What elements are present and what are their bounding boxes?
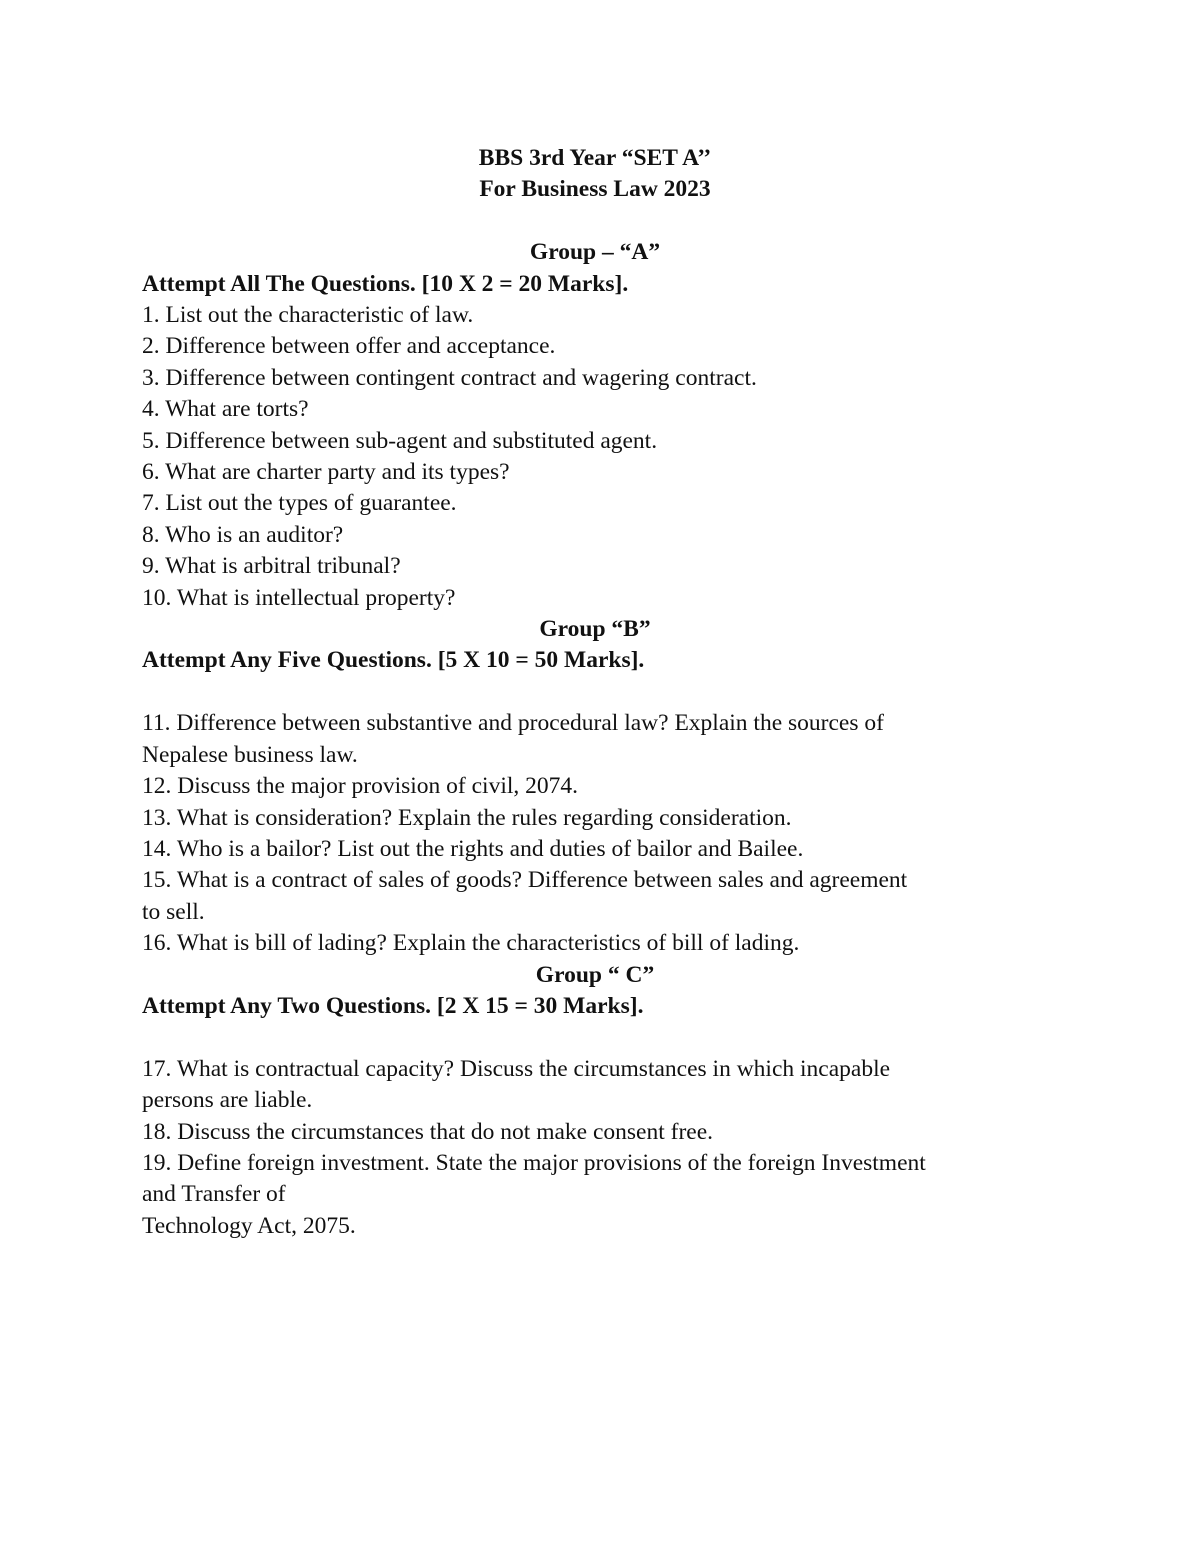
- paper-subtitle: For Business Law 2023: [479, 176, 711, 203]
- question-item: 8. Who is an auditor?: [142, 521, 344, 548]
- question-item-line: 14. Who is a bailor? List out the rights and duties of bailor and Bailee.: [142, 835, 804, 862]
- question-item-line: 11. Difference between substantive and procedural law? Explain the sources of: [142, 710, 884, 737]
- question-item-line: Nepalese business law.: [142, 741, 358, 768]
- question-item-line: persons are liable.: [142, 1087, 313, 1114]
- group-c-instruction: Attempt Any Two Questions. [2 X 15 = 30 Marks].: [142, 992, 644, 1019]
- group-a-instruction: Attempt All The Questions. [10 X 2 = 20 Marks].: [142, 270, 629, 297]
- spacer: [142, 1022, 1072, 1053]
- question-item: 2. Difference between offer and acceptance.: [142, 333, 556, 360]
- question-item-line: to sell.: [142, 898, 205, 925]
- group-a-heading: Group – “A”: [529, 239, 661, 266]
- question-item-line: and Transfer of: [142, 1181, 286, 1208]
- spacer: [142, 677, 1072, 708]
- question-item: 4. What are torts?: [142, 396, 309, 423]
- group-c-heading: Group “ C”: [535, 961, 655, 988]
- question-item-line: 12. Discuss the major provision of civil, 2074.: [142, 773, 579, 800]
- spacer: [142, 206, 1072, 237]
- question-item: 9. What is arbitral tribunal?: [142, 553, 401, 580]
- question-item-line: 15. What is a contract of sales of goods? Difference between sales and agreement: [142, 867, 908, 894]
- group-b-instruction: Attempt Any Five Questions. [5 X 10 = 50 Marks].: [142, 647, 645, 674]
- question-item: 6. What are charter party and its types?: [142, 459, 510, 486]
- paper-title: BBS 3rd Year “SET A’’: [478, 145, 712, 171]
- question-item-line: 17. What is contractual capacity? Discuss the circumstances in which incapable: [142, 1055, 891, 1082]
- question-item: 5. Difference between sub-agent and substituted agent.: [142, 427, 658, 454]
- question-item-line: Technology Act, 2075.: [142, 1212, 356, 1239]
- question-item: 10. What is intellectual property?: [142, 584, 456, 611]
- question-item-line: 13. What is consideration? Explain the rules regarding consideration.: [142, 804, 792, 831]
- exam-paper: [142, 143, 1072, 1242]
- group-b-heading: Group “B”: [539, 616, 651, 643]
- question-item-line: 18. Discuss the circumstances that do not make consent free.: [142, 1118, 714, 1145]
- question-item: 3. Difference between contingent contract and wagering contract.: [142, 364, 757, 391]
- question-item: 1. List out the characteristic of law.: [142, 302, 474, 329]
- question-item: 7. List out the types of guarantee.: [142, 490, 457, 517]
- question-item-line: 19. Define foreign investment. State the major provisions of the foreign Investment: [142, 1149, 926, 1176]
- question-item-line: 16. What is bill of lading? Explain the characteristics of bill of lading.: [142, 930, 800, 957]
